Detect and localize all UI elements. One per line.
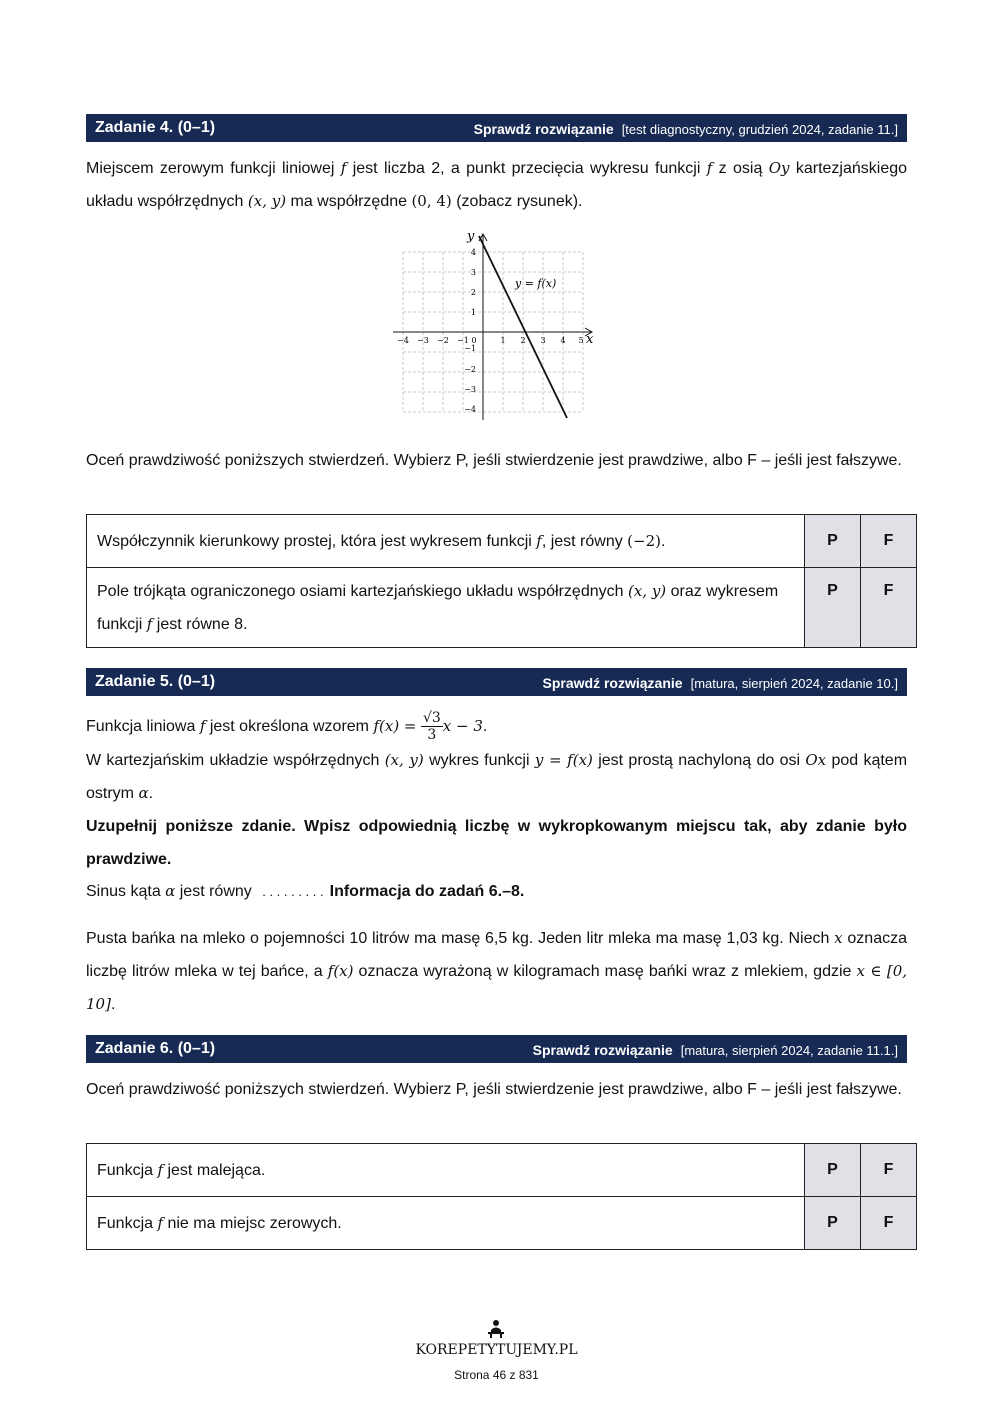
y-tick: 2 — [470, 288, 476, 297]
x-tick: 2 — [520, 336, 526, 345]
task-5-check-solution-link[interactable]: Sprawdź rozwiązanie — [542, 675, 683, 691]
y-tick: 1 — [470, 308, 476, 317]
task-5-instruction: Uzupełnij poniższe zdanie. Wpisz odpowiednią liczbę w wykropkowanym miejscu tak, aby zdanie było prawdziwe. — [86, 818, 907, 868]
table-row — [87, 1144, 917, 1197]
fraction: $\frac{√3}{3}$ — [422, 710, 441, 744]
curve-label: y = f(x) — [515, 277, 557, 290]
x-tick: 0 — [471, 336, 477, 345]
answer-f-option[interactable]: F — [861, 568, 917, 648]
x-tick: 1 — [500, 336, 506, 345]
page-number: Strona 46 z 831 — [454, 1368, 539, 1382]
answer-p-option[interactable]: P — [805, 515, 861, 568]
task-4-intro: Miejscem zerowym funkcji liniowej f jest liczba 2, a punkt przecięcia wykresu funkcji f z osią Oy kartezjańskiego układu współrzędnych (x, y) ma współrzędne (0, 4) (zobacz rysunek). — [86, 159, 908, 210]
task-5-title: Zadanie 5. (0–1) — [95, 673, 216, 690]
footer-brand[interactable]: KOREPETYTUJEMY.PL — [415, 1342, 578, 1358]
task-6-header — [86, 1035, 907, 1063]
y-tick: −3 — [464, 385, 476, 394]
task-4-source: [test diagnostyczny, grudzień 2024, zadanie 11.] — [621, 122, 898, 137]
statement-text: Funkcja f jest malejąca. — [87, 1144, 805, 1197]
x-tick-labels — [397, 336, 583, 345]
task-5-formula-line: Funkcja liniowa f jest określona wzorem f(x) = $\frac{√3}{3}$ x − 3. — [86, 710, 488, 744]
y-tick: 3 — [470, 268, 476, 277]
task-4-statements-table — [86, 514, 917, 648]
x-tick: 4 — [560, 336, 566, 345]
info-heading: Informacja do zadań 6.–8. — [329, 883, 525, 900]
table-row — [87, 1197, 917, 1250]
task-5-header — [86, 668, 907, 696]
function-graph — [385, 226, 605, 426]
task-4-instruction: Oceń prawdziwość poniższych stwierdzeń. Wybierz P, jeśli stwierdzenie jest prawdziwe, albo F – jeśli jest fałszywe. — [86, 452, 902, 469]
task-6-instruction: Oceń prawdziwość poniższych stwierdzeń. Wybierz P, jeśli stwierdzenie jest prawdziwe, albo F – jeśli jest fałszywe. — [86, 1081, 902, 1098]
task-5-source: [matura, sierpień 2024, zadanie 10.] — [690, 676, 898, 691]
x-tick: 3 — [540, 336, 546, 345]
task-6-statements-table — [86, 1143, 917, 1250]
answer-p-option[interactable]: P — [805, 1197, 861, 1250]
x-tick: −3 — [417, 336, 429, 345]
task-6-title: Zadanie 6. (0–1) — [95, 1040, 216, 1057]
answer-f-option[interactable]: F — [861, 1144, 917, 1197]
task-4-header — [86, 114, 907, 142]
x-tick: 5 — [578, 336, 584, 345]
task-5-sentence: Sinus kąta α jest równy . . . . . . . . . Informacja do zadań 6.–8. — [86, 882, 525, 900]
table-row — [87, 515, 917, 568]
task-6-source: [matura, sierpień 2024, zadanie 11.1.] — [680, 1043, 898, 1058]
statement-text: Współczynnik kierunkowy prostej, która jest wykresem funkcji f, jest równy (−2). — [87, 515, 805, 568]
answer-p-option[interactable]: P — [805, 1144, 861, 1197]
table-row — [87, 568, 917, 648]
answer-p-option[interactable]: P — [805, 568, 861, 648]
task-4-check-solution-link[interactable]: Sprawdź rozwiązanie — [473, 121, 614, 137]
answer-f-option[interactable]: F — [861, 515, 917, 568]
statement-text: Pole trójkąta ograniczonego osiami kartezjańskiego układu współrzędnych (x, y) oraz wykresem funkcji f jest równe 8. — [87, 568, 805, 648]
x-tick: −4 — [397, 336, 409, 345]
task-4-title: Zadanie 4. (0–1) — [95, 119, 216, 136]
y-tick: −1 — [464, 344, 476, 353]
y-tick: 4 — [470, 248, 476, 257]
task-6-check-solution-link[interactable]: Sprawdź rozwiązanie — [532, 1042, 673, 1058]
answer-blank[interactable]: . . . . . . . . . — [262, 884, 324, 899]
statement-text: Funkcja f nie ma miejsc zerowych. — [87, 1197, 805, 1250]
x-axis-label: x — [586, 332, 594, 347]
task-5-description: W kartezjańskim układzie współrzędnych (x, y) wykres funkcji y = f(x) jest prostą nachyloną do osi Ox pod kątem ostrym α. — [86, 751, 908, 802]
person-at-desk-icon — [486, 1319, 506, 1339]
y-axis-label: y — [467, 229, 475, 244]
answer-f-option[interactable]: F — [861, 1197, 917, 1250]
info-text: Pusta bańka na mleko o pojemności 10 litrów ma masę 6,5 kg. Jeden litr mleka ma masę 1,03 kg. Niech x oznacza liczbę litrów mleka w tej bańce, a f(x) oznacza wyrażoną w kilogramach masę bańki wraz z mlekiem, gdzie x ∈ [0, 10]. — [86, 929, 908, 1013]
y-tick: −2 — [464, 365, 476, 374]
x-tick: −2 — [437, 336, 449, 345]
y-tick-labels — [464, 248, 476, 414]
y-tick: −4 — [464, 405, 476, 414]
x-tick: −1 — [457, 336, 469, 345]
